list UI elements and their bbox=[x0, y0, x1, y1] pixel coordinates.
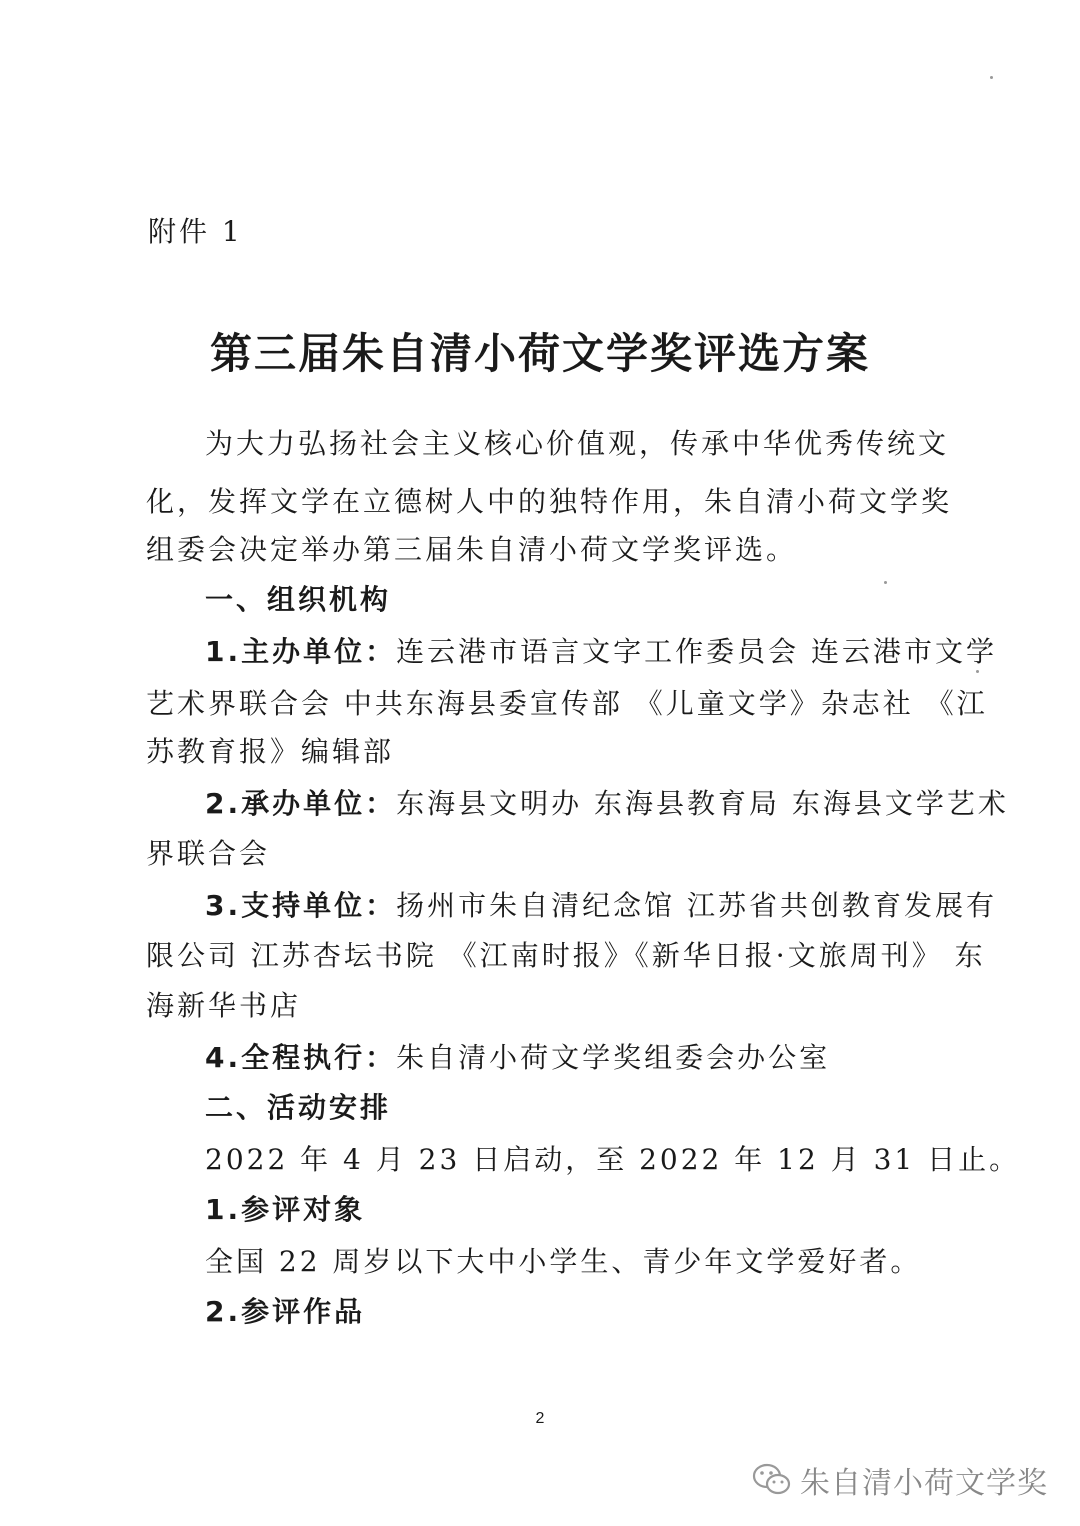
subsection-heading: 1.参评对象 bbox=[205, 1193, 366, 1226]
scan-speck bbox=[884, 581, 887, 584]
attachment-label: 附件 1 bbox=[148, 215, 243, 248]
org-text-line: 苏教育报》编辑部 bbox=[146, 735, 395, 768]
section-heading: 二、活动安排 bbox=[205, 1091, 392, 1124]
org-item bbox=[205, 886, 997, 926]
page-number: 2 bbox=[535, 1410, 545, 1427]
intro-line: 组委会决定举办第三届朱自清小荷文学奖评选。 bbox=[146, 533, 798, 566]
org-text-line: 海新华书店 bbox=[146, 989, 302, 1022]
activity-dates: 2022 年 4 月 23 日启动，至 2022 年 12 月 31 日止。 bbox=[205, 1143, 1021, 1176]
org-text: 扬州市朱自清纪念馆 江苏省共创教育发展有 bbox=[396, 889, 998, 922]
org-text-line: 界联合会 bbox=[146, 837, 271, 870]
wechat-icon bbox=[752, 1463, 792, 1497]
org-text: 连云港市语言文字工作委员会 连云港市文学 bbox=[396, 635, 998, 668]
intro-line: 为大力弘扬社会主义核心价值观，传承中华优秀传统文 bbox=[205, 427, 950, 460]
watermark bbox=[752, 1458, 1048, 1502]
org-text-line: 限公司 江苏杏坛书院 《江南时报》《新华日报·文旅周刊》 东 bbox=[146, 939, 986, 972]
watermark-text: 朱自清小荷文学奖 bbox=[800, 1466, 1048, 1501]
org-item bbox=[205, 632, 997, 672]
section-heading: 一、组织机构 bbox=[205, 583, 392, 616]
subsection-heading: 2.参评作品 bbox=[205, 1295, 366, 1328]
org-text: 东海县文明办 东海县教育局 东海县文学艺术 bbox=[396, 787, 1009, 820]
org-label: 2.承办单位： bbox=[205, 787, 397, 820]
org-item bbox=[205, 784, 1009, 824]
document-title: 第三届朱自清小荷文学奖评选方案 bbox=[209, 329, 870, 378]
org-label: 1.主办单位： bbox=[205, 635, 397, 668]
org-text-line: 艺术界联合会 中共东海县委宣传部 《儿童文学》杂志社 《江 bbox=[146, 687, 988, 720]
org-text: 朱自清小荷文学奖组委会办公室 bbox=[396, 1041, 831, 1074]
intro-line: 化，发挥文学在立德树人中的独特作用，朱自清小荷文学奖 bbox=[146, 485, 953, 518]
eligibility-text: 全国 22 周岁以下大中小学生、青少年文学爱好者。 bbox=[205, 1245, 922, 1278]
org-label: 3.支持单位： bbox=[205, 889, 397, 922]
scan-speck bbox=[990, 76, 993, 79]
org-label: 4.全程执行： bbox=[205, 1041, 397, 1074]
org-item bbox=[205, 1038, 830, 1078]
